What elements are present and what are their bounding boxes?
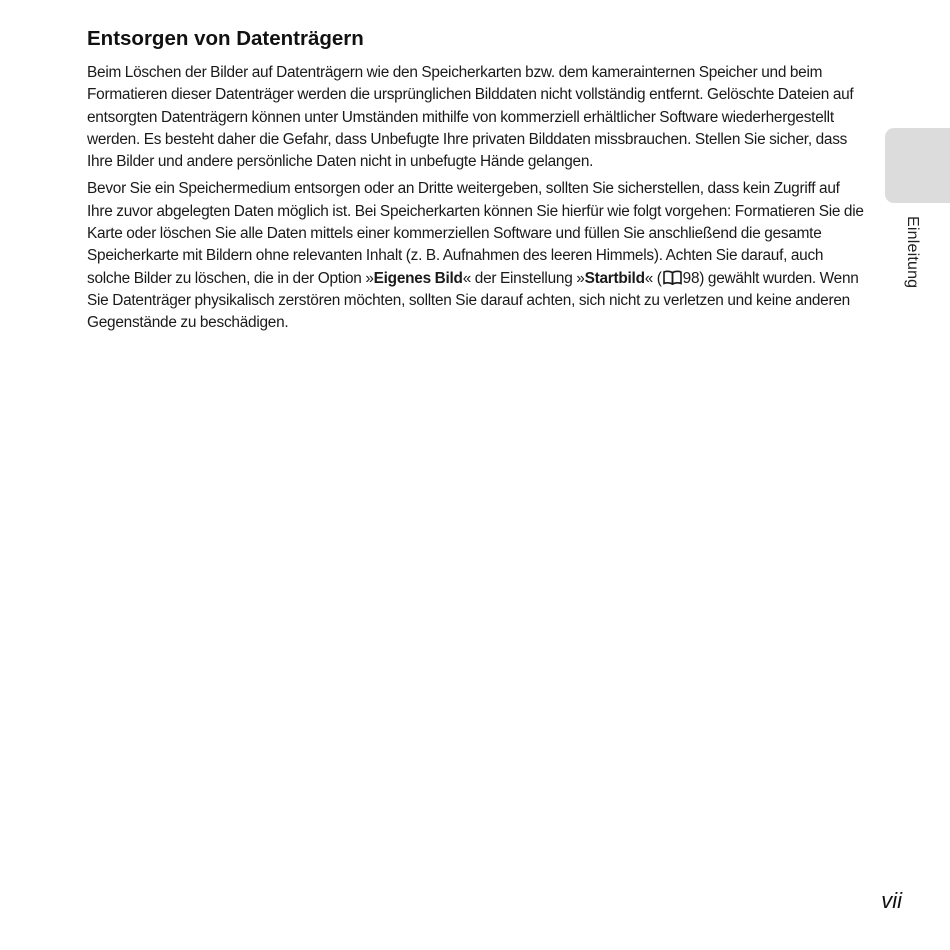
chapter-tab-label: Einleitung [904, 216, 921, 289]
paragraph-2 [87, 178, 865, 334]
page-reference: 98 [682, 269, 700, 287]
book-icon [663, 270, 682, 285]
section-heading: Entsorgen von Datenträgern [87, 27, 364, 50]
setting-name: Startbild [584, 269, 645, 287]
paragraph-1: Beim Löschen der Bilder auf Datenträgern wie den Speicherkarten bzw. dem kamerainternen Speicher und beim Formatieren dieser Datenträger werden die ursprünglichen Bilddaten nicht vollständig entfernt. Gelöschte Dateien auf entsorgten Datenträgern können unter Umständen mithilfe von kommerziell erhältlicher Software wiederhergestellt werden. Es besteht daher die Gefahr, dass Unbefugte Ihre privaten Bilddaten missbrauchen. Stellen Sie sicher, dass Ihre Bilder und andere persönliche Daten nicht in unbefugte Hände gelangen. [87, 64, 854, 171]
page-number: vii [881, 888, 902, 913]
chapter-tab [885, 128, 950, 203]
option-name: Eigenes Bild [373, 269, 463, 287]
paragraph-2-text-1: Bevor Sie ein Speichermedium entsorgen oder an Dritte weitergeben, sollten Sie sicherstellen, dass kein Zugriff auf Ihre zuvor abgelegten Daten möglich ist. Bei Speicherkarten können Sie hierfür wie folgt vorgehen: Formatieren Sie die Karte oder löschen Sie alle Daten mittels einer kommerziellen Software und füllen Sie anschließend die gesamte Speicherkarte mit Bildern ohne relevanten Inhalt (z. B. Aufnahmen des leeren Himmels). Achten Sie darauf, auch solche Bilder zu löschen, die in der Option » [87, 180, 864, 287]
paragraph-2-text-3: « ( [644, 269, 662, 287]
paragraph-2-text-4: ) gewählt wurden. Wenn Sie Datenträger physikalisch zerstören möchten, sollten Sie darauf achten, sich nicht zu verletzen und keine anderen Gegenstände zu beschädigen. [87, 269, 859, 332]
page-content [87, 26, 865, 340]
paragraph-2-text-2: « der Einstellung » [462, 269, 585, 287]
